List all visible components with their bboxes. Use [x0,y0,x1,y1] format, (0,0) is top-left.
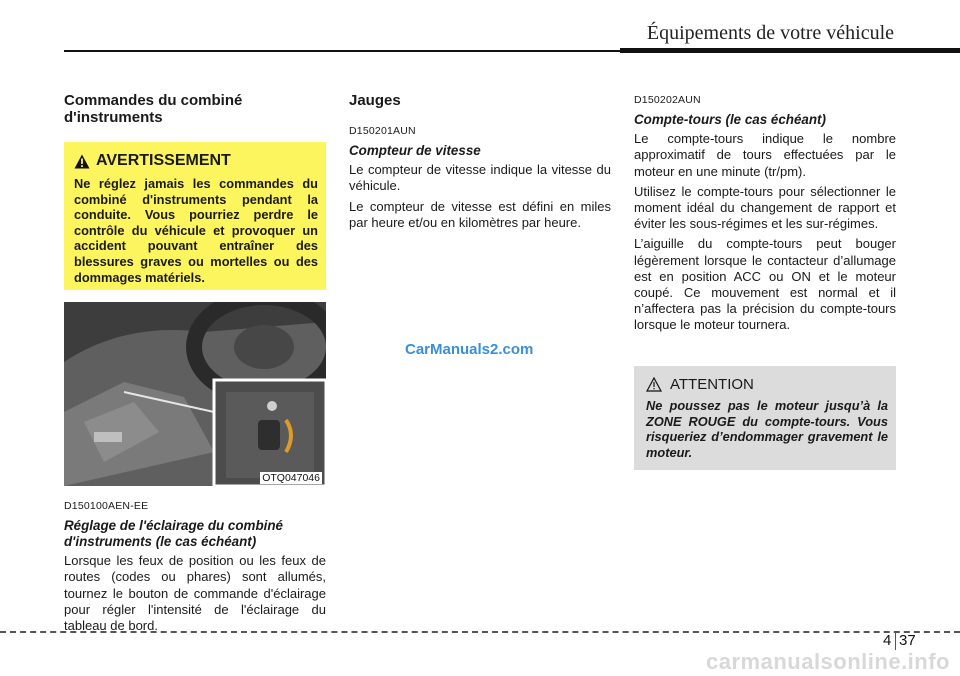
header-rule-accent [620,48,960,53]
page-chapter-number: 4 [883,632,892,649]
attention-text: Ne poussez pas le moteur jusqu’à la ZONE ROUGE du compte-tours. Vous risqueriez d’endommager gravement le moteur. [646,398,888,460]
section-code: D150201AUN [349,125,416,137]
chapter-title: Équipements de votre véhicule [646,22,894,44]
watermark: CarManuals2.com [405,341,534,358]
page-number: 37 [899,632,916,649]
warning-box [64,142,326,290]
dashboard-photo [64,302,326,486]
attention-title [646,376,888,393]
attention-box [634,366,896,470]
footer-rule [0,631,960,633]
section-code: D150202AUN [634,94,701,106]
paragraph-tachometer-1: Le compte-tours indique le nombre approximatif de tours effectuées par le moteur en une minute (tr/pm). [634,131,896,179]
paragraph-tachometer-3: L’aiguille du compte-tours peut bouger légèrement lorsque le contacteur d’allumage est en position ACC ou ON et le moteur coupé. Ce mouvement est normal et il n’affectera pas la précision du compte-tours lorsque le moteur tournera. [634,236,896,333]
attention-title-text: ATTENTION [670,376,754,393]
section-heading-gauges: Jauges [349,92,401,109]
subheading-tachometer: Compte-tours (le cas échéant) [634,112,826,128]
column-1-lower [64,498,326,638]
subheading-illumination: Réglage de l'éclairage du combiné d'instruments (le cas échéant) [64,518,283,550]
paragraph-speedometer-2: Le compteur de vitesse est défini en miles par heure et/ou en kilomètres par heure. [349,198,611,230]
dashboard-illumination-photo [64,302,326,486]
warning-title [74,152,318,170]
paragraph-illumination: Lorsque les feux de position ou les feux de routes (codes ou phares) sont allumés, tournez le bouton de commande d'éclairage pour régler l'intensité de l'éclairage du tableau de bord. [64,553,326,634]
warning-title-text: AVERTISSEMENT [96,152,231,169]
site-footer-watermark: carmanualsonline.info [706,649,950,674]
photo-caption: OTQ047046 [262,472,320,484]
column-2 [349,92,611,235]
caution-triangle-icon [646,377,662,392]
section-code: D150100AEN-EE [64,500,149,512]
warning-text: Ne réglez jamais les commandes du combiné d'instruments pendant la conduite. Vous pourriez perdre le contrôle du véhicule et provoquer un accident pouvant entraîner des blessures graves ou mortelles ou des dommages matériels. [74,176,318,285]
section-heading-instrument-controls: Commandes du combiné d'instruments [64,92,243,126]
column-3 [634,92,896,338]
subheading-speedometer: Compteur de vitesse [349,143,481,159]
paragraph-speedometer-1: Le compteur de vitesse indique la vitesse du véhicule. [349,162,611,194]
column-1 [64,92,326,140]
warning-triangle-icon [74,154,90,169]
page-number-separator [895,632,896,650]
paragraph-tachometer-2: Utilisez le compte-tours pour sélectionner le moment idéal du changement de rapport et éviter les sous-régimes et les sur-régimes. [634,183,896,232]
